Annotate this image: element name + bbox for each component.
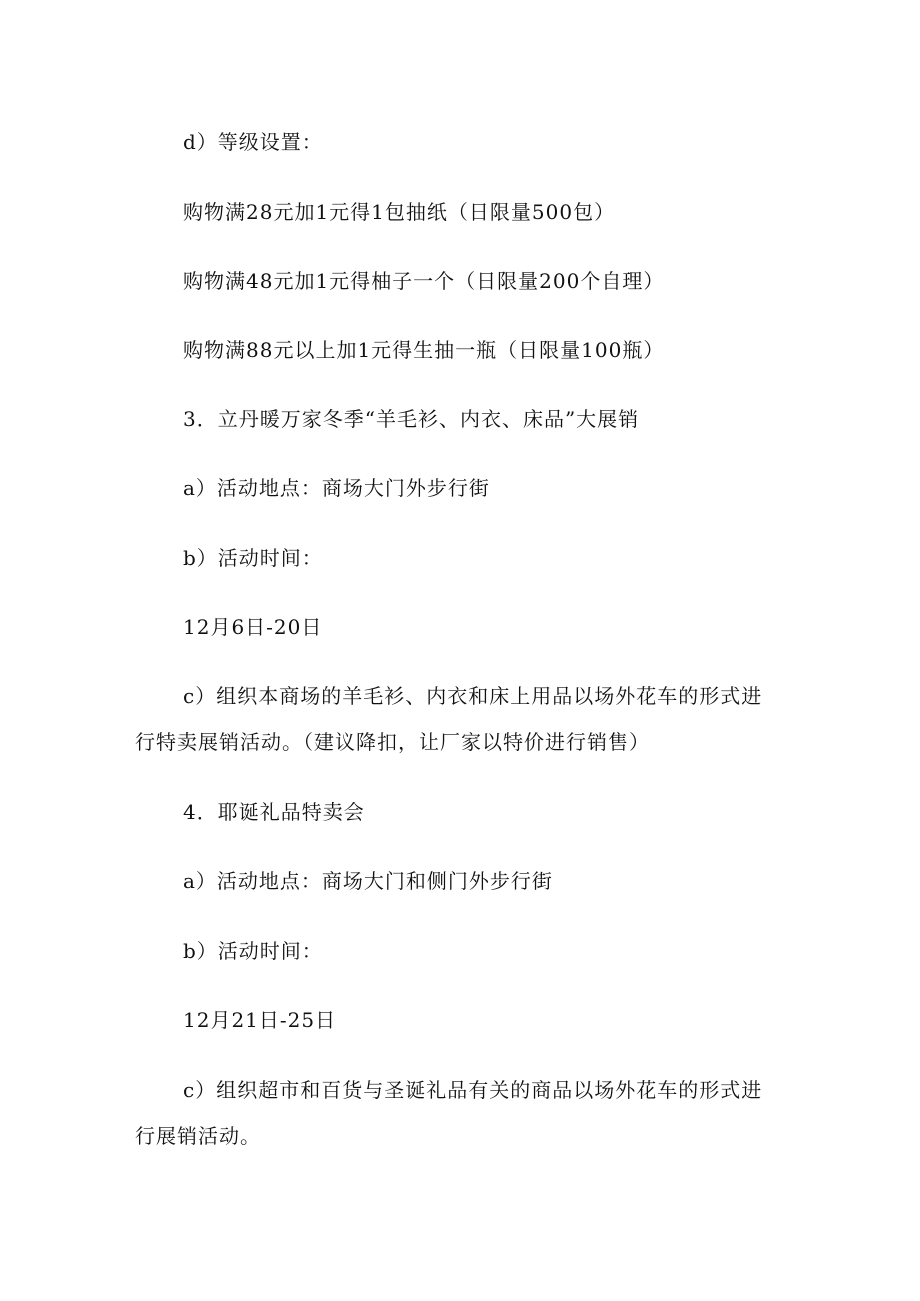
section-4-dates: 12月21日-25日 — [183, 1008, 337, 1032]
tier-28-text: 购物满28元加1元得1包抽纸（日限量500包） — [183, 200, 616, 224]
section-3-location: a）活动地点：商场大门外步行街 — [183, 476, 490, 500]
section-4-description-line1: c）组织超市和百货与圣诞礼品有关的商品以场外花车的形式进 — [183, 1078, 763, 1102]
section-3-dates: 12月6日-20日 — [183, 615, 323, 639]
section-3-time-label: b）活动时间： — [183, 546, 323, 570]
section-3-description-line1: c）组织本商场的羊毛衫、内衣和床上用品以场外花车的形式进 — [183, 684, 763, 708]
section-4-description-line2: 行展销活动。 — [135, 1124, 261, 1148]
grade-setting-heading: d）等级设置： — [183, 130, 323, 154]
section-4-location: a）活动地点：商场大门和侧门外步行街 — [183, 869, 553, 893]
tier-88-text: 购物满88元以上加1元得生抽一瓶（日限量100瓶） — [183, 338, 665, 362]
section-4-time-label: b）活动时间： — [183, 939, 323, 963]
section-4-heading: 4．耶诞礼品特卖会 — [183, 800, 365, 824]
tier-48-text: 购物满48元加1元得柚子一个（日限量200个自理） — [183, 269, 665, 293]
section-3-heading: 3．立丹暖万家冬季“羊毛衫、内衣、床品”大展销 — [183, 407, 640, 431]
section-3-description-line2: 行特卖展销活动。（建议降扣，让厂家以特价进行销售） — [135, 730, 650, 754]
